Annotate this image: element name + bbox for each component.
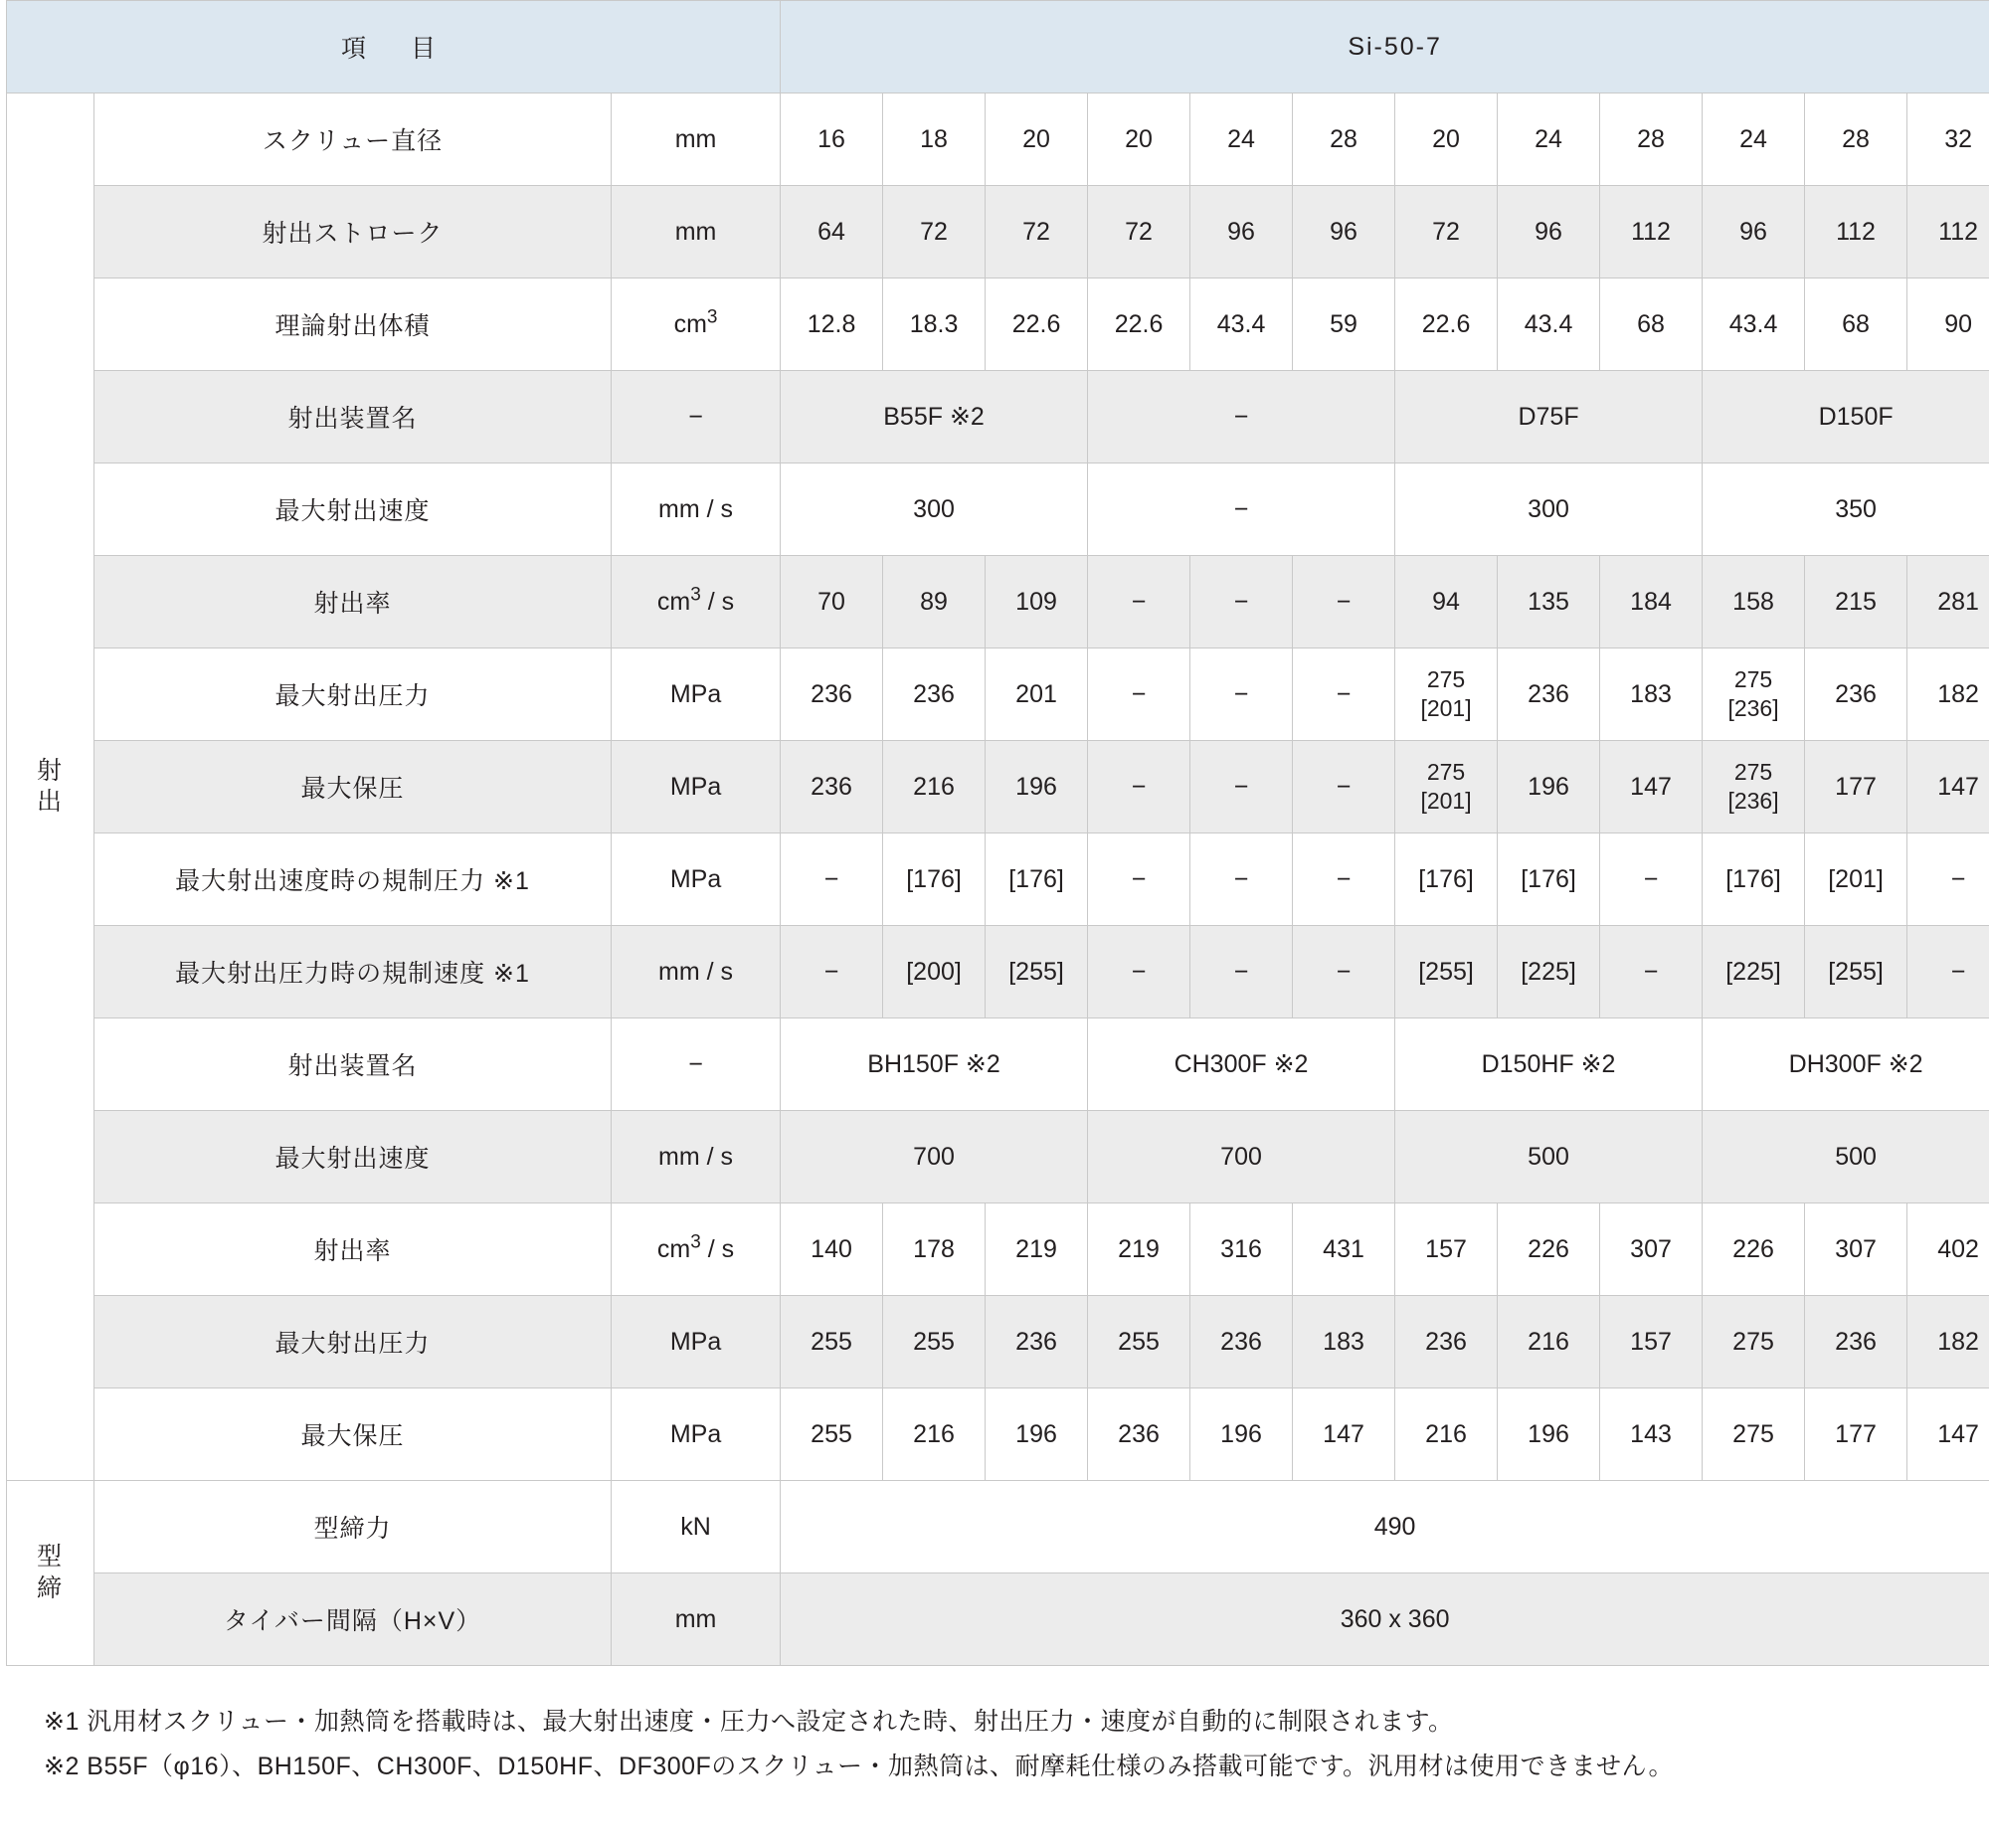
value-cell: 236 bbox=[1088, 1388, 1190, 1481]
value-cell: 255 bbox=[781, 1296, 883, 1388]
value-cell: 226 bbox=[1703, 1203, 1805, 1296]
value-cell: [201] bbox=[1805, 833, 1907, 926]
value-cell: 201 bbox=[986, 648, 1088, 741]
value-cell: 216 bbox=[1395, 1388, 1498, 1481]
value-cell: 182 bbox=[1907, 648, 1989, 741]
value-cell: − bbox=[1293, 648, 1395, 741]
value-cell: − bbox=[781, 926, 883, 1018]
value-cell: 112 bbox=[1600, 186, 1703, 278]
value-cell: 22.6 bbox=[1088, 278, 1190, 371]
value-cell: − bbox=[1907, 926, 1989, 1018]
value-cell: 219 bbox=[1088, 1203, 1190, 1296]
value-cell: [176] bbox=[1395, 833, 1498, 926]
merged-value-cell: 300 bbox=[781, 463, 1088, 556]
value-cell: 184 bbox=[1600, 556, 1703, 648]
row-label: 最大射出速度 bbox=[94, 1111, 612, 1203]
value-cell: − bbox=[1088, 648, 1190, 741]
footnotes bbox=[44, 1700, 1989, 1788]
value-cell: 275 [201] bbox=[1395, 741, 1498, 833]
row-unit: − bbox=[612, 371, 781, 463]
value-cell: 72 bbox=[883, 186, 986, 278]
value-cell: − bbox=[1190, 741, 1293, 833]
value-cell: [176] bbox=[986, 833, 1088, 926]
table-row bbox=[7, 1203, 1989, 1296]
value-cell: [200] bbox=[883, 926, 986, 1018]
row-unit: MPa bbox=[612, 833, 781, 926]
row-label: タイバー間隔（H×V） bbox=[94, 1573, 612, 1666]
row-unit: mm bbox=[612, 93, 781, 186]
row-label: 射出率 bbox=[94, 1203, 612, 1296]
value-cell: 236 bbox=[986, 1296, 1088, 1388]
row-unit: mm / s bbox=[612, 463, 781, 556]
row-unit: MPa bbox=[612, 741, 781, 833]
table-row bbox=[7, 648, 1989, 741]
value-cell: 140 bbox=[781, 1203, 883, 1296]
value-cell: 196 bbox=[1498, 741, 1600, 833]
value-cell: 255 bbox=[781, 1388, 883, 1481]
value-cell: [225] bbox=[1703, 926, 1805, 1018]
value-cell: [255] bbox=[1395, 926, 1498, 1018]
value-cell: 147 bbox=[1907, 1388, 1989, 1481]
merged-value-cell: CH300F ※2 bbox=[1088, 1018, 1395, 1111]
table-row bbox=[7, 186, 1989, 278]
value-cell: 183 bbox=[1600, 648, 1703, 741]
value-cell: 147 bbox=[1600, 741, 1703, 833]
value-cell: 275 [201] bbox=[1395, 648, 1498, 741]
row-label: 射出装置名 bbox=[94, 1018, 612, 1111]
row-label: 射出装置名 bbox=[94, 371, 612, 463]
value-cell: 255 bbox=[883, 1296, 986, 1388]
table-row bbox=[7, 1296, 1989, 1388]
merged-value-cell: BH150F ※2 bbox=[781, 1018, 1088, 1111]
merged-value-cell: D75F bbox=[1395, 371, 1703, 463]
value-cell: 96 bbox=[1703, 186, 1805, 278]
value-cell: 236 bbox=[1190, 1296, 1293, 1388]
value-cell: − bbox=[1293, 741, 1395, 833]
value-cell: 196 bbox=[1498, 1388, 1600, 1481]
row-label: 最大射出速度時の規制圧力 ※1 bbox=[94, 833, 612, 926]
value-cell: 431 bbox=[1293, 1203, 1395, 1296]
value-cell: 90 bbox=[1907, 278, 1989, 371]
value-cell: 43.4 bbox=[1703, 278, 1805, 371]
value-cell: − bbox=[1600, 926, 1703, 1018]
value-cell: − bbox=[1190, 926, 1293, 1018]
merged-value-cell: DH300F ※2 bbox=[1703, 1018, 1989, 1111]
value-cell: 216 bbox=[883, 1388, 986, 1481]
value-cell: 24 bbox=[1498, 93, 1600, 186]
row-label: 最大射出圧力 bbox=[94, 1296, 612, 1388]
row-label: 最大射出圧力時の規制速度 ※1 bbox=[94, 926, 612, 1018]
merged-value-cell: D150HF ※2 bbox=[1395, 1018, 1703, 1111]
value-cell: 219 bbox=[986, 1203, 1088, 1296]
table-row bbox=[7, 1573, 1989, 1666]
table-row bbox=[7, 371, 1989, 463]
value-cell: 275 [236] bbox=[1703, 648, 1805, 741]
row-label: 射出ストローク bbox=[94, 186, 612, 278]
value-cell: 143 bbox=[1600, 1388, 1703, 1481]
value-cell: 18 bbox=[883, 93, 986, 186]
value-cell: 275 bbox=[1703, 1388, 1805, 1481]
value-cell: 96 bbox=[1293, 186, 1395, 278]
value-cell: 275 bbox=[1703, 1296, 1805, 1388]
value-cell: 178 bbox=[883, 1203, 986, 1296]
row-unit: $cm^3$ / s bbox=[612, 556, 781, 648]
row-unit: MPa bbox=[612, 648, 781, 741]
value-cell: 236 bbox=[781, 648, 883, 741]
value-cell: 28 bbox=[1600, 93, 1703, 186]
value-cell: 307 bbox=[1805, 1203, 1907, 1296]
value-cell: 20 bbox=[1395, 93, 1498, 186]
value-cell: [255] bbox=[986, 926, 1088, 1018]
table-row bbox=[7, 93, 1989, 186]
value-cell: [176] bbox=[1703, 833, 1805, 926]
value-cell: 94 bbox=[1395, 556, 1498, 648]
value-cell: 72 bbox=[986, 186, 1088, 278]
value-cell: 109 bbox=[986, 556, 1088, 648]
merged-value-cell: 300 bbox=[1395, 463, 1703, 556]
row-label: 最大射出圧力 bbox=[94, 648, 612, 741]
value-cell: 72 bbox=[1088, 186, 1190, 278]
row-label: 最大保圧 bbox=[94, 741, 612, 833]
value-cell: 147 bbox=[1907, 741, 1989, 833]
value-cell: 72 bbox=[1395, 186, 1498, 278]
row-label: 射出率 bbox=[94, 556, 612, 648]
value-cell: 28 bbox=[1805, 93, 1907, 186]
value-cell: 316 bbox=[1190, 1203, 1293, 1296]
value-cell: 24 bbox=[1703, 93, 1805, 186]
table-row bbox=[7, 556, 1989, 648]
row-unit: − bbox=[612, 1018, 781, 1111]
value-cell: 70 bbox=[781, 556, 883, 648]
value-cell: [176] bbox=[1498, 833, 1600, 926]
value-cell: − bbox=[1190, 648, 1293, 741]
value-cell: 177 bbox=[1805, 741, 1907, 833]
value-cell: 157 bbox=[1600, 1296, 1703, 1388]
row-unit: mm / s bbox=[612, 926, 781, 1018]
value-cell: 196 bbox=[986, 741, 1088, 833]
value-cell: 236 bbox=[1498, 648, 1600, 741]
merged-value-cell: 700 bbox=[1088, 1111, 1395, 1203]
row-unit: $cm^3$ / s bbox=[612, 1203, 781, 1296]
merged-value-cell: 360 x 360 bbox=[781, 1573, 1989, 1666]
value-cell: − bbox=[1907, 833, 1989, 926]
value-cell: 112 bbox=[1907, 186, 1989, 278]
footnote-1: ※1 汎用材スクリュー・加熱筒を搭載時は、最大射出速度・圧力へ設定された時、射出圧力・速度が自動的に制限されます。 bbox=[44, 1708, 1454, 1736]
value-cell: 215 bbox=[1805, 556, 1907, 648]
value-cell: 255 bbox=[1088, 1296, 1190, 1388]
value-cell: 20 bbox=[986, 93, 1088, 186]
value-cell: 216 bbox=[1498, 1296, 1600, 1388]
row-unit: MPa bbox=[612, 1296, 781, 1388]
value-cell: 216 bbox=[883, 741, 986, 833]
merged-value-cell: D150F bbox=[1703, 371, 1989, 463]
table-row bbox=[7, 1481, 1989, 1573]
value-cell: 68 bbox=[1600, 278, 1703, 371]
group-label-clamping: 型 締 bbox=[7, 1481, 94, 1666]
value-cell: 43.4 bbox=[1190, 278, 1293, 371]
value-cell: 68 bbox=[1805, 278, 1907, 371]
value-cell: − bbox=[1088, 741, 1190, 833]
value-cell: 196 bbox=[986, 1388, 1088, 1481]
table-row bbox=[7, 463, 1989, 556]
value-cell: 307 bbox=[1600, 1203, 1703, 1296]
header-model-cell: Si-50-7 bbox=[781, 1, 1989, 93]
row-label: 型締力 bbox=[94, 1481, 612, 1573]
value-cell: 236 bbox=[1805, 648, 1907, 741]
row-unit: MPa bbox=[612, 1388, 781, 1481]
merged-value-cell: 700 bbox=[781, 1111, 1088, 1203]
value-cell: 135 bbox=[1498, 556, 1600, 648]
merged-value-cell: 490 bbox=[781, 1481, 1989, 1573]
table-row bbox=[7, 1388, 1989, 1481]
value-cell: − bbox=[781, 833, 883, 926]
value-cell: 196 bbox=[1190, 1388, 1293, 1481]
row-unit: mm / s bbox=[612, 1111, 781, 1203]
value-cell: − bbox=[1088, 556, 1190, 648]
value-cell: 22.6 bbox=[1395, 278, 1498, 371]
value-cell: 236 bbox=[883, 648, 986, 741]
value-cell: − bbox=[1088, 833, 1190, 926]
value-cell: − bbox=[1293, 926, 1395, 1018]
value-cell: 28 bbox=[1293, 93, 1395, 186]
value-cell: 147 bbox=[1293, 1388, 1395, 1481]
value-cell: 18.3 bbox=[883, 278, 986, 371]
table-row bbox=[7, 278, 1989, 371]
value-cell: 226 bbox=[1498, 1203, 1600, 1296]
row-unit: mm bbox=[612, 1573, 781, 1666]
table-row bbox=[7, 741, 1989, 833]
row-unit: $cm^3$ bbox=[612, 278, 781, 371]
value-cell: 177 bbox=[1805, 1388, 1907, 1481]
row-unit: kN bbox=[612, 1481, 781, 1573]
table-row bbox=[7, 1111, 1989, 1203]
value-cell: 32 bbox=[1907, 93, 1989, 186]
value-cell: 402 bbox=[1907, 1203, 1989, 1296]
merged-value-cell: − bbox=[1088, 463, 1395, 556]
value-cell: − bbox=[1088, 926, 1190, 1018]
table-row bbox=[7, 1018, 1989, 1111]
merged-value-cell: 500 bbox=[1703, 1111, 1989, 1203]
value-cell: 281 bbox=[1907, 556, 1989, 648]
value-cell: 236 bbox=[1395, 1296, 1498, 1388]
specification-table bbox=[6, 0, 1989, 1666]
value-cell: 183 bbox=[1293, 1296, 1395, 1388]
value-cell: 236 bbox=[1805, 1296, 1907, 1388]
value-cell: − bbox=[1190, 833, 1293, 926]
value-cell: 275 [236] bbox=[1703, 741, 1805, 833]
table-row bbox=[7, 926, 1989, 1018]
value-cell: 96 bbox=[1190, 186, 1293, 278]
value-cell: − bbox=[1190, 556, 1293, 648]
value-cell: 89 bbox=[883, 556, 986, 648]
table-header-row bbox=[7, 1, 1989, 93]
value-cell: 158 bbox=[1703, 556, 1805, 648]
value-cell: 236 bbox=[781, 741, 883, 833]
value-cell: 96 bbox=[1498, 186, 1600, 278]
table-body bbox=[7, 1, 1989, 1666]
value-cell: 182 bbox=[1907, 1296, 1989, 1388]
value-cell: 12.8 bbox=[781, 278, 883, 371]
value-cell: − bbox=[1293, 556, 1395, 648]
value-cell: 43.4 bbox=[1498, 278, 1600, 371]
value-cell: 64 bbox=[781, 186, 883, 278]
value-cell: 24 bbox=[1190, 93, 1293, 186]
header-item-cell: 項 目 bbox=[7, 1, 781, 93]
table-row bbox=[7, 833, 1989, 926]
merged-value-cell: 500 bbox=[1395, 1111, 1703, 1203]
value-cell: [225] bbox=[1498, 926, 1600, 1018]
value-cell: 157 bbox=[1395, 1203, 1498, 1296]
value-cell: [176] bbox=[883, 833, 986, 926]
value-cell: 112 bbox=[1805, 186, 1907, 278]
row-label: 理論射出体積 bbox=[94, 278, 612, 371]
value-cell: 22.6 bbox=[986, 278, 1088, 371]
row-unit: mm bbox=[612, 186, 781, 278]
value-cell: 16 bbox=[781, 93, 883, 186]
row-label: 最大保圧 bbox=[94, 1388, 612, 1481]
row-label: 最大射出速度 bbox=[94, 463, 612, 556]
row-label: スクリュー直径 bbox=[94, 93, 612, 186]
value-cell: 59 bbox=[1293, 278, 1395, 371]
group-label-injection: 射 出 bbox=[7, 93, 94, 1481]
merged-value-cell: − bbox=[1088, 371, 1395, 463]
value-cell: [255] bbox=[1805, 926, 1907, 1018]
footnote-2: ※2 B55F（φ16）、BH150F、CH300F、D150HF、DF300Fのスクリュー・加熱筒は、耐摩耗仕様のみ搭載可能です。汎用材は使用できません。 bbox=[44, 1752, 1675, 1780]
value-cell: − bbox=[1600, 833, 1703, 926]
value-cell: 20 bbox=[1088, 93, 1190, 186]
merged-value-cell: 350 bbox=[1703, 463, 1989, 556]
value-cell: − bbox=[1293, 833, 1395, 926]
merged-value-cell: B55F ※2 bbox=[781, 371, 1088, 463]
